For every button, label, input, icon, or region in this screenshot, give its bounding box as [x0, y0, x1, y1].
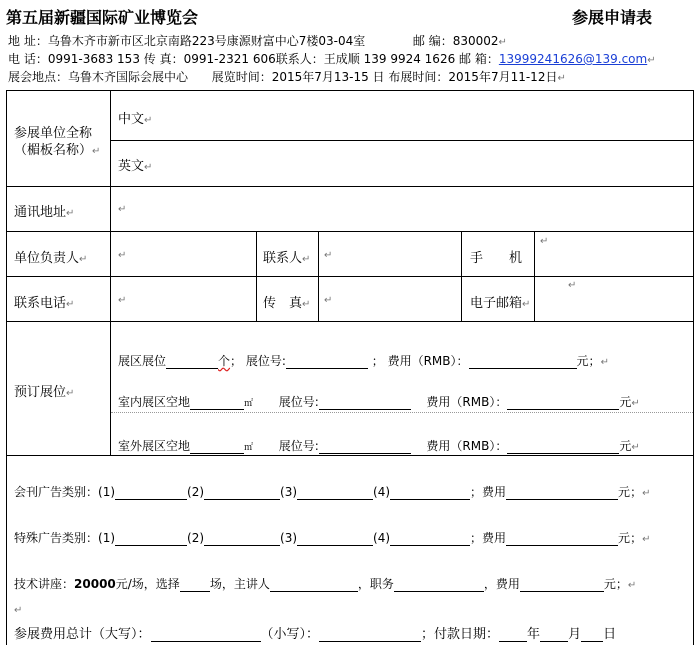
- ad-option-4: (4): [373, 485, 391, 499]
- col-divider: [461, 231, 462, 321]
- postcode-value: 830002: [452, 34, 499, 48]
- journal-ad-option-2-input[interactable]: [204, 486, 280, 500]
- outdoor-label: 室外展区空地: [118, 439, 191, 453]
- venue-value: 乌鲁木齐国际会展中心: [68, 70, 189, 84]
- special-ad-label: 特殊广告类别：: [14, 531, 99, 545]
- email-text: 电子邮箱: [470, 296, 523, 311]
- phone-line: [8, 51, 656, 69]
- paragraph-mark: ↵: [498, 37, 507, 48]
- full-name-sub-text: （楣板名称）: [14, 143, 93, 158]
- event-title: 第五届新疆国际矿业博览会: [6, 8, 199, 27]
- paragraph-mark: ↵: [302, 299, 311, 310]
- outdoor-booth-number-label: 展位号:: [278, 439, 319, 453]
- seminar-speaker-label: 场，主讲人: [209, 577, 270, 591]
- person-in-charge-field[interactable]: ↵: [118, 250, 127, 261]
- paragraph-mark: ↵: [600, 357, 609, 368]
- fax-value: 0991-2321 606: [183, 52, 276, 66]
- contact-person-label: [263, 247, 310, 266]
- booth-zone-row: [118, 352, 609, 369]
- total-numeric-label: （小写）：: [260, 627, 320, 642]
- total-numeric-input[interactable]: [319, 628, 421, 642]
- journal-ad-option-1-input[interactable]: [115, 486, 187, 500]
- special-ad-option-1-input[interactable]: [115, 532, 187, 546]
- person-in-charge-text: 单位负责人: [14, 251, 80, 266]
- english-name-field[interactable]: [118, 155, 152, 174]
- sqm-unit: ㎡: [244, 443, 254, 453]
- indoor-fee-label: 费用（RMB）：: [426, 395, 508, 409]
- yuan-unit: 元: [576, 354, 589, 368]
- booth-fee-label: 费用（RMB）：: [387, 354, 469, 368]
- paragraph-mark: ↵: [66, 208, 75, 219]
- indoor-label: 室内展区空地: [118, 395, 191, 409]
- special-ad-option-4-input[interactable]: [390, 532, 470, 546]
- postcode-label: 邮 编：: [412, 34, 453, 48]
- paragraph-mark: ↵: [79, 254, 88, 265]
- booth-zone-label: 展区展位: [118, 354, 167, 368]
- separator: ；: [588, 354, 601, 368]
- full-name-label: 参展单位全称: [14, 126, 93, 141]
- paragraph-mark: ↵: [14, 605, 23, 616]
- fax-label: [263, 292, 310, 311]
- total-row: [14, 623, 616, 642]
- col-divider: [534, 231, 535, 321]
- separator: ；: [630, 485, 643, 499]
- col-divider: [256, 231, 257, 321]
- seminar-label: 技术讲座：: [14, 577, 75, 591]
- separator: ；: [470, 485, 483, 499]
- form-title: 参展申请表: [572, 8, 653, 27]
- chinese-name-field[interactable]: [118, 108, 152, 127]
- paragraph-mark: ↵: [522, 299, 531, 310]
- seminar-unit: 元/场，选择: [115, 577, 180, 591]
- outdoor-area-input[interactable]: [190, 440, 244, 454]
- booth-number-input[interactable]: [286, 355, 368, 369]
- contact-person-text: 联系人: [263, 251, 303, 266]
- mobile-label: 手 机: [470, 251, 523, 266]
- outdoor-fee-label: 费用（RMB）：: [426, 439, 508, 453]
- person-in-charge-label: [14, 247, 87, 266]
- special-ad-option-3-input[interactable]: [297, 532, 373, 546]
- seminar-sessions-input[interactable]: [180, 578, 210, 592]
- address-line: [8, 33, 507, 51]
- dates-value: 2015年7月13-15 日: [271, 70, 385, 84]
- venue-line: [8, 69, 566, 87]
- dates-label: 展览时间：: [211, 70, 272, 84]
- year-label: 年: [527, 627, 541, 642]
- fax-label: 传 真：: [143, 52, 184, 66]
- email-label: 邮 箱：: [459, 52, 499, 66]
- phone-value: 0991-3683 153: [47, 52, 140, 66]
- yuan-unit: 元: [618, 485, 631, 499]
- mailing-address-field[interactable]: ↵: [118, 204, 127, 215]
- mailing-address-label: [14, 201, 74, 220]
- contact-person-field[interactable]: ↵: [324, 250, 333, 261]
- email-field[interactable]: ↵: [568, 280, 577, 291]
- phone-label: 电 话：: [8, 52, 48, 66]
- contact-phone-field[interactable]: ↵: [118, 295, 127, 306]
- mailing-address-text: 通讯地址: [14, 205, 67, 220]
- paragraph-mark: ↵: [557, 73, 566, 84]
- separator: ；: [615, 577, 628, 591]
- paragraph-mark: ↵: [92, 146, 101, 157]
- journal-ad-fee-label: 费用: [482, 485, 507, 499]
- paragraph-mark: ↵: [631, 398, 640, 409]
- paragraph-mark: ↵: [642, 488, 651, 499]
- yuan-unit: 元: [619, 439, 632, 453]
- email-link[interactable]: 13999241626@139.com: [498, 52, 648, 66]
- yuan-unit: 元: [619, 395, 632, 409]
- ad-option-3: (3): [280, 531, 298, 545]
- indoor-booth-number-label: 展位号:: [278, 395, 319, 409]
- payment-day-input[interactable]: [581, 628, 603, 642]
- separator: ；: [371, 354, 384, 368]
- booth-unit: 个: [218, 354, 231, 368]
- paragraph-mark: ↵: [647, 55, 656, 66]
- contact-phone-text: 联系电话: [14, 296, 67, 311]
- indoor-row: [118, 393, 640, 410]
- address-label: 地 址：: [8, 34, 48, 48]
- fax-field[interactable]: ↵: [324, 295, 333, 306]
- paragraph-mark: ↵: [642, 534, 651, 545]
- chinese-label: 中文: [118, 112, 145, 127]
- ad-option-4: (4): [373, 531, 391, 545]
- paragraph-mark: ↵: [66, 388, 75, 399]
- ad-option-2: (2): [187, 485, 205, 499]
- booth-fee-input[interactable]: [469, 355, 577, 369]
- paragraph-mark: ↵: [144, 162, 153, 173]
- address-value: 乌鲁木齐市新市区北京南路223号康源财富中心7楼03-04室: [47, 34, 366, 48]
- booth-count-input[interactable]: [166, 355, 218, 369]
- ad-option-2: (2): [187, 531, 205, 545]
- venue-label: 展会地点：: [8, 70, 69, 84]
- booth-booking-text: 预订展位: [14, 385, 67, 400]
- seminar-position-label: ，职务: [357, 577, 394, 591]
- sub-row-divider: [111, 412, 693, 413]
- email-label: [470, 292, 530, 311]
- booth-number-label: 展位号:: [245, 354, 286, 368]
- paragraph-mark: ↵: [302, 254, 311, 265]
- month-label: 月: [568, 627, 582, 642]
- special-ad-fee-label: 费用: [482, 531, 507, 545]
- english-label: 英文: [118, 159, 145, 174]
- total-capital-label: 参展费用总计（大写）：: [14, 627, 151, 642]
- journal-ad-option-4-input[interactable]: [390, 486, 470, 500]
- seminar-position-input[interactable]: [394, 578, 484, 592]
- journal-ad-fee-input[interactable]: [506, 486, 618, 500]
- payment-date-label: ；付款日期：: [421, 627, 500, 642]
- ad-option-1: (1): [98, 485, 116, 499]
- journal-ad-option-3-input[interactable]: [297, 486, 373, 500]
- full-name-sublabel: [14, 139, 100, 158]
- special-ad-option-2-input[interactable]: [204, 532, 280, 546]
- paragraph-mark: ↵: [66, 299, 75, 310]
- seminar-speaker-input[interactable]: [270, 578, 358, 592]
- journal-ad-row: [14, 483, 650, 500]
- indoor-booth-number-input[interactable]: [319, 396, 411, 410]
- indoor-area-input[interactable]: [190, 396, 244, 410]
- separator: ；: [230, 354, 243, 368]
- total-capital-input[interactable]: [151, 628, 261, 642]
- indoor-fee-input[interactable]: [507, 396, 619, 410]
- row-divider: [7, 455, 693, 456]
- fax-text: 传 真: [263, 296, 303, 311]
- contact-label: 联系人：: [275, 52, 324, 66]
- day-label: 日: [603, 627, 617, 642]
- row-divider: [111, 140, 693, 141]
- seminar-price: 20000: [74, 577, 116, 591]
- special-ad-fee-input[interactable]: [506, 532, 618, 546]
- payment-year-input[interactable]: [499, 628, 527, 642]
- sqm-unit: ㎡: [244, 399, 254, 409]
- yuan-unit: 元: [618, 531, 631, 545]
- outdoor-row: [118, 437, 640, 454]
- payment-month-input[interactable]: [540, 628, 568, 642]
- col-divider: [110, 91, 111, 455]
- seminar-fee-label: ，费用: [483, 577, 520, 591]
- booth-booking-label: [14, 381, 74, 400]
- setup-label: 布展时间：: [388, 70, 449, 84]
- yuan-unit: 元: [603, 577, 616, 591]
- ad-option-3: (3): [280, 485, 298, 499]
- outdoor-booth-number-input[interactable]: [319, 440, 411, 454]
- mobile-field[interactable]: ↵: [540, 236, 549, 247]
- special-ad-row: [14, 529, 650, 546]
- col-divider: [318, 231, 319, 321]
- separator: ；: [630, 531, 643, 545]
- journal-ad-label: 会刊广告类别：: [14, 485, 99, 499]
- seminar-fee-input[interactable]: [520, 578, 604, 592]
- paragraph-mark: ↵: [627, 580, 637, 591]
- separator: ；: [470, 531, 483, 545]
- ad-option-1: (1): [98, 531, 116, 545]
- contact-value: 王成顺 139 9924 1626: [323, 52, 456, 66]
- outdoor-fee-input[interactable]: [507, 440, 619, 454]
- setup-value: 2015年7月11-12日: [448, 70, 558, 84]
- contact-phone-label: [14, 292, 74, 311]
- paragraph-mark: ↵: [144, 115, 153, 126]
- seminar-row: [14, 575, 636, 592]
- paragraph-mark: ↵: [631, 442, 640, 453]
